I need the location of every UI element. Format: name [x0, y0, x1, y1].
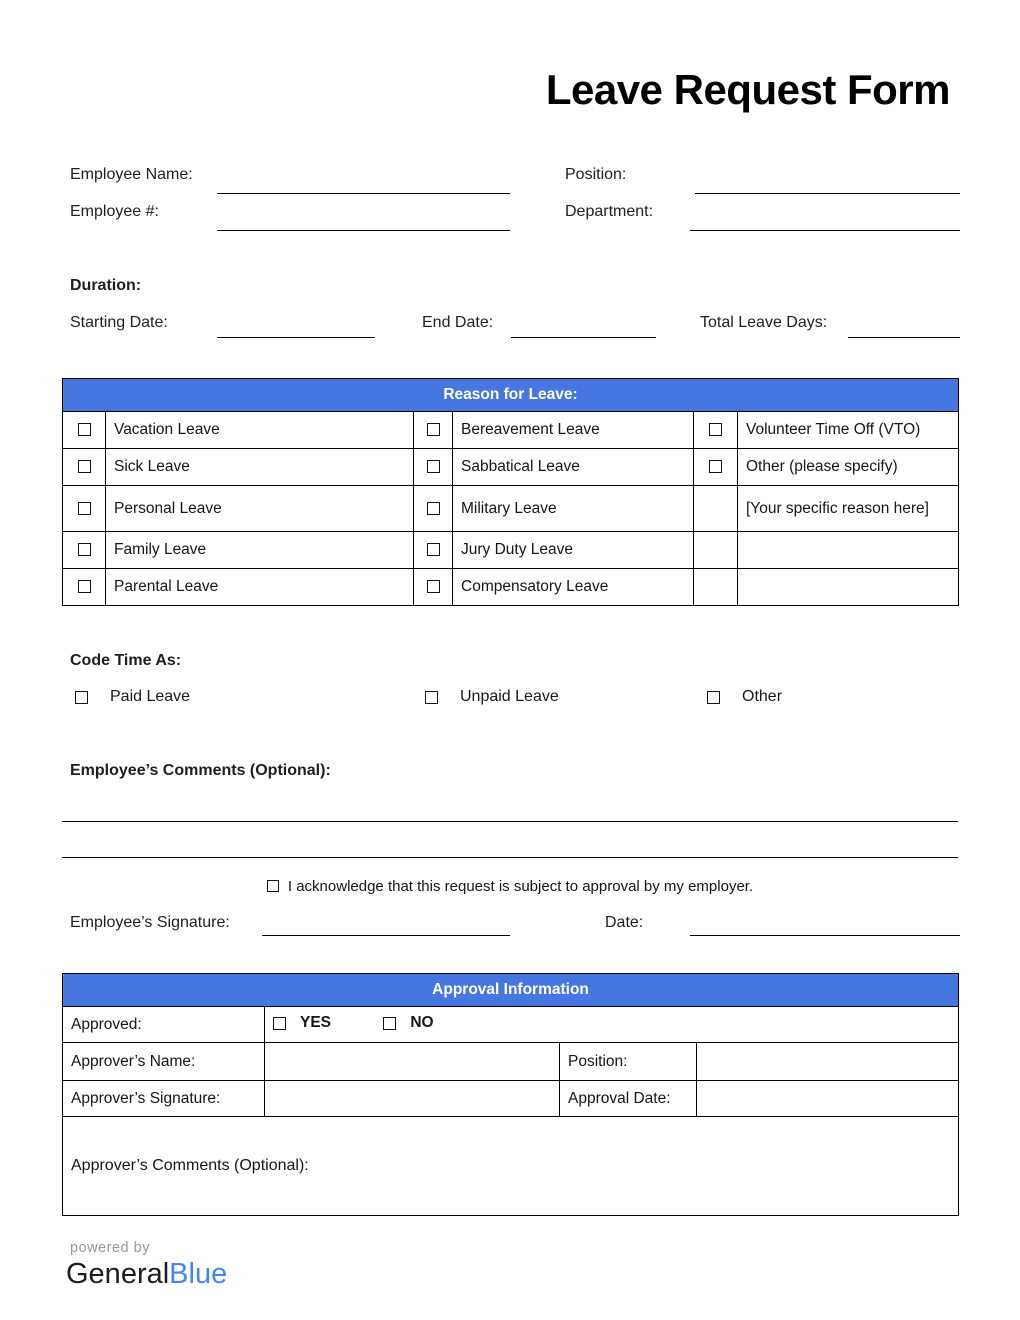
total-leave-days-input[interactable]: [848, 312, 960, 338]
parental-leave-checkbox-icon[interactable]: [78, 580, 91, 593]
date-label: Date:: [605, 914, 644, 931]
brand-blue-text: Blue: [169, 1258, 228, 1290]
paid-leave-label: Paid Leave: [110, 688, 191, 705]
approver-comments-label: Approver’s Comments (Optional):: [71, 1157, 309, 1174]
employee-number-input[interactable]: [217, 205, 510, 231]
personal-leave-checkbox-icon[interactable]: [78, 502, 91, 515]
approved-yes-label: YES: [300, 1014, 332, 1032]
approved-no-label: NO: [410, 1014, 434, 1032]
sabbatical-leave-checkbox-icon[interactable]: [427, 460, 440, 473]
reason-option-label: Compensatory Leave: [461, 578, 609, 595]
approved-label: Approved:: [71, 1015, 142, 1033]
approval-information-table: [62, 973, 959, 1216]
end-date-label: End Date:: [422, 314, 494, 331]
reason-option-label: Parental Leave: [114, 578, 219, 595]
other-code-label: Other: [742, 688, 783, 705]
employee-signature-label: Employee’s Signature:: [70, 914, 230, 931]
reason-option-label: Bereavement Leave: [461, 421, 600, 438]
empty-cell: [738, 532, 959, 569]
unpaid-leave-checkbox-icon[interactable]: [425, 691, 438, 704]
code-time-heading: Code Time As:: [70, 652, 182, 669]
employee-comments-heading: Employee’s Comments (Optional):: [70, 762, 331, 779]
vacation-leave-checkbox-icon[interactable]: [78, 423, 91, 436]
empty-cell: [694, 486, 738, 532]
reason-option-label: Family Leave: [114, 541, 207, 558]
department-input[interactable]: [690, 205, 960, 231]
approval-date-field[interactable]: [697, 1081, 959, 1117]
acknowledgment-checkbox-icon[interactable]: [267, 880, 279, 892]
starting-date-input[interactable]: [217, 312, 375, 338]
approver-signature-label: Approver’s Signature:: [71, 1089, 221, 1107]
reason-option-label: Military Leave: [461, 499, 557, 517]
acknowledgment-text: I acknowledge that this request is subject to approval by my employer.: [287, 878, 754, 895]
position-label: Position:: [565, 166, 627, 183]
comments-line-1[interactable]: [62, 821, 958, 822]
volunteer-time-off-checkbox-icon[interactable]: [709, 423, 722, 436]
reason-for-leave-table: [62, 378, 959, 606]
reason-option-label: Other (please specify): [746, 458, 898, 475]
approver-name-field[interactable]: [265, 1043, 560, 1081]
reason-option-label: Vacation Leave: [114, 421, 220, 438]
family-leave-checkbox-icon[interactable]: [78, 543, 91, 556]
comments-line-2[interactable]: [62, 857, 958, 858]
other-reason-placeholder[interactable]: [Your specific reason here]: [746, 499, 929, 517]
total-leave-days-label: Total Leave Days:: [700, 314, 828, 331]
employee-name-label: Employee Name:: [70, 166, 193, 183]
employee-name-input[interactable]: [217, 168, 510, 194]
reason-option-label: Sick Leave: [114, 458, 190, 475]
jury-duty-leave-checkbox-icon[interactable]: [427, 543, 440, 556]
acknowledgment-row: [0, 878, 1020, 895]
other-reason-checkbox-icon[interactable]: [709, 460, 722, 473]
page-title: Leave Request Form: [545, 66, 950, 113]
empty-cell: [738, 569, 959, 606]
approver-signature-field[interactable]: [265, 1081, 560, 1117]
reason-option-label: Personal Leave: [114, 499, 222, 517]
position-input[interactable]: [695, 168, 960, 194]
other-code-checkbox-icon[interactable]: [707, 691, 720, 704]
approver-position-field[interactable]: [697, 1043, 959, 1081]
military-leave-checkbox-icon[interactable]: [427, 502, 440, 515]
empty-cell: [694, 569, 738, 606]
approval-table-header: Approval Information: [63, 974, 959, 1007]
brand-general-text: General: [66, 1258, 170, 1290]
reason-option-label: Sabbatical Leave: [461, 458, 580, 475]
approver-comments-field[interactable]: [63, 1117, 959, 1216]
empty-cell: [694, 532, 738, 569]
starting-date-label: Starting Date:: [70, 314, 168, 331]
employee-signature-input[interactable]: [262, 910, 510, 936]
reason-option-label: Volunteer Time Off (VTO): [746, 421, 921, 438]
sick-leave-checkbox-icon[interactable]: [78, 460, 91, 473]
approver-name-label: Approver’s Name:: [71, 1052, 196, 1070]
approval-date-label: Approval Date:: [568, 1089, 671, 1107]
duration-heading: Duration:: [70, 277, 142, 294]
unpaid-leave-label: Unpaid Leave: [460, 688, 559, 705]
approved-yes-checkbox-icon[interactable]: [273, 1017, 286, 1030]
compensatory-leave-checkbox-icon[interactable]: [427, 580, 440, 593]
employee-number-label: Employee #:: [70, 203, 159, 220]
bereavement-leave-checkbox-icon[interactable]: [427, 423, 440, 436]
reason-table-header: Reason for Leave:: [63, 379, 959, 412]
general-blue-logo: [66, 1258, 227, 1291]
paid-leave-checkbox-icon[interactable]: [75, 691, 88, 704]
date-input[interactable]: [690, 910, 960, 936]
powered-by-text: powered by: [70, 1240, 150, 1256]
approved-no-checkbox-icon[interactable]: [383, 1017, 396, 1030]
reason-option-label: Jury Duty Leave: [461, 541, 573, 558]
approver-position-label: Position:: [568, 1052, 628, 1070]
end-date-input[interactable]: [511, 312, 656, 338]
department-label: Department:: [565, 203, 654, 220]
